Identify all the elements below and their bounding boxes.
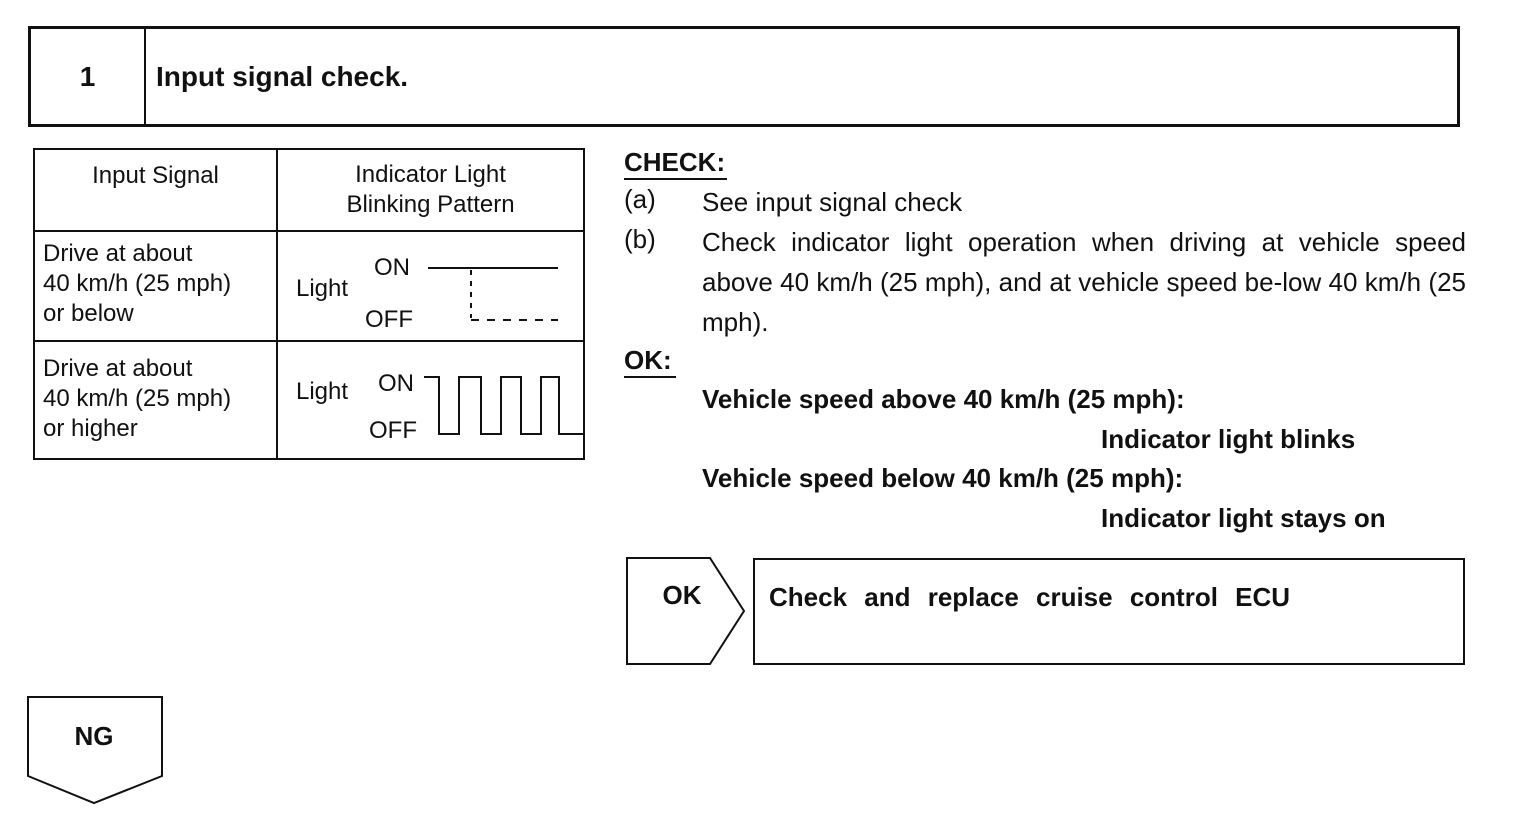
ok-arrow-shape [627,558,744,664]
row2-off-label: OFF [369,417,417,444]
row1-cond-line1: Drive at about [43,240,193,267]
row1-cond-line3: or below [43,300,134,327]
row1-on-label: ON [374,254,410,281]
ok-action-text: Check and replace cruise control ECU [769,582,1291,612]
spec1-result: Indicator light blinks [1101,424,1356,454]
ok-action-box [753,558,1465,665]
check-item-a-text: See input signal check [702,187,963,217]
header-pattern-line2: Blinking Pattern [346,191,515,218]
check-header: CHECK: [624,146,727,180]
ok-arrow-label: OK [662,580,702,610]
header-input-signal: Input Signal [92,162,219,189]
spec2-result: Indicator light stays on [1101,503,1386,533]
ok-header: OK: [624,344,676,378]
row2-cond-line1: Drive at about [43,355,193,382]
header-pattern-line1: Indicator Light [355,161,506,188]
row2-on-label: ON [378,370,414,397]
row2-cond-line2: 40 km/h (25 mph) [43,385,232,412]
spec1-condition: Vehicle speed above 40 km/h (25 mph): [702,384,1185,414]
check-item-a-letter: (a) [624,184,656,214]
row1-cond-line2: 40 km/h (25 mph) [43,270,232,297]
step-title: Input signal check. [156,60,409,92]
row2-cond-line3: or higher [43,415,138,442]
ng-arrow-label: NG [74,721,114,751]
step-number: 1 [31,29,146,124]
row1-light-label: Light [296,275,349,302]
row2-light-label: Light [296,378,349,405]
check-item-b-letter: (b) [624,224,656,254]
spec2-condition: Vehicle speed below 40 km/h (25 mph): [702,463,1184,493]
check-item-b-text: Check indicator light operation when driving at vehicle speed above 40 km/h (25 mph), and at vehicle speed be-low 40 km/h (25 mph). [702,227,1466,337]
row1-off-label: OFF [365,306,413,333]
